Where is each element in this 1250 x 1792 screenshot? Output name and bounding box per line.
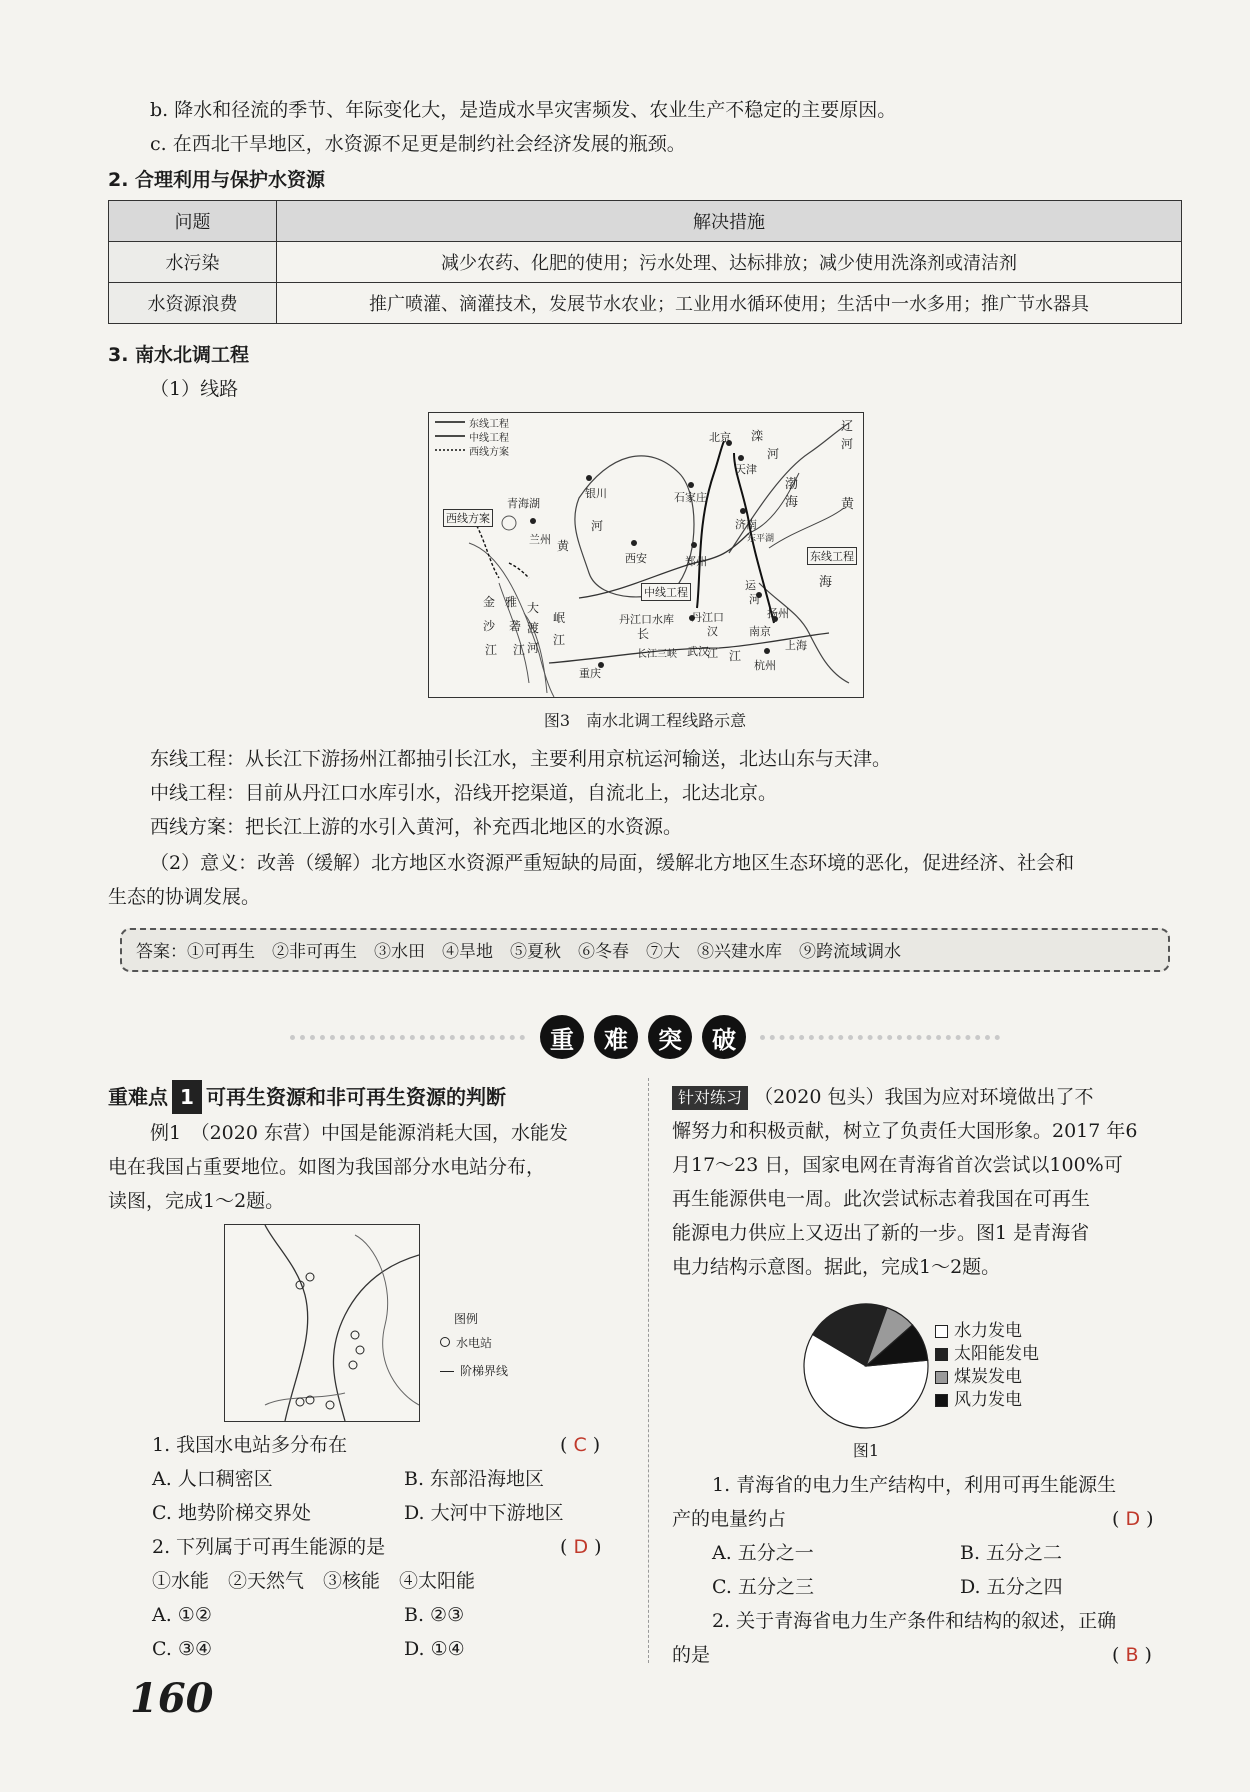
- map-label: 海: [785, 495, 799, 510]
- map-label: 河: [749, 593, 760, 606]
- right-q2-line: 2. 关于青海省电力生产条件和结构的叙述，正确: [712, 1610, 1117, 1632]
- meaning-text: （2）意义：改善（缓解）北方地区水资源严重短缺的局面，缓解北方地区生态环境的恶化，促进经济、社会和: [150, 852, 1075, 874]
- pie-legend-item: [935, 1343, 1039, 1366]
- map-label: 北京: [709, 431, 731, 444]
- map-label: 运: [745, 579, 756, 592]
- map-label: 郑州: [685, 555, 707, 568]
- map-label: 河: [591, 519, 604, 533]
- section-2-title: 2. 合理利用与保护水资源: [108, 169, 326, 191]
- key-point-number: 1: [172, 1080, 202, 1114]
- option: A. 五分之一: [712, 1542, 814, 1564]
- pie-legend-item: [935, 1389, 1039, 1412]
- boundary-line-icon: [440, 1371, 454, 1372]
- map-label: 汉: [707, 625, 718, 638]
- west-route-text: 西线方案：把长江上游的水引入黄河，补充西北地区的水资源。: [150, 816, 683, 838]
- map-label: 东平湖: [747, 534, 775, 544]
- map-label: 江: [513, 643, 526, 657]
- practice-line: 电力结构示意图。据此，完成1～2题。: [672, 1256, 1001, 1278]
- map-label: 江: [729, 649, 742, 663]
- map-label: 武汉: [687, 645, 709, 658]
- map-label: 金: [483, 595, 496, 609]
- map-label: 海: [819, 575, 833, 590]
- legend-west: 西线方案: [469, 447, 509, 458]
- map-label: 岷: [553, 611, 566, 625]
- pie-legend-item: [935, 1366, 1039, 1389]
- station-marker-icon: [440, 1337, 450, 1347]
- right-q2-line: 的是: [672, 1644, 711, 1666]
- practice-line: 懈努力和积极贡献，树立了负责任大国形象。2017 年6: [672, 1120, 1138, 1142]
- banner-char: 重: [540, 1015, 584, 1059]
- hydro-map-svg: [225, 1225, 419, 1421]
- legend-east: 东线工程: [469, 419, 509, 430]
- map-label: 黄: [841, 497, 855, 512]
- map-label: 沙: [483, 619, 496, 633]
- option: B. ②③: [404, 1604, 465, 1626]
- left-q2-items: ①水能 ②天然气 ③核能 ④太阳能: [152, 1570, 476, 1592]
- pie-caption: 图1: [852, 1441, 880, 1460]
- option: C. ③④: [152, 1638, 213, 1660]
- section-3-title: 3. 南水北调工程: [108, 344, 250, 366]
- map-label: 黄: [557, 539, 570, 553]
- map-label: 重庆: [579, 667, 601, 680]
- text-line-c: c. 在西北干旱地区，水资源不足更是制约社会经济发展的瓶颈。: [150, 133, 686, 155]
- key-point-heading: [108, 1080, 506, 1114]
- diversion-map: [428, 412, 864, 698]
- pie-legend-label: 水力发电: [954, 1321, 1022, 1341]
- map-label: 石家庄: [674, 491, 707, 504]
- map-label: 天津: [735, 463, 757, 476]
- answer-letter: C: [573, 1434, 587, 1456]
- map-label: 长: [637, 627, 650, 641]
- banner-char: 突: [648, 1015, 692, 1059]
- map-label: 大: [527, 601, 540, 615]
- option: A. ①②: [152, 1604, 212, 1626]
- map-label-east-route: 东线工程: [807, 547, 857, 565]
- practice-line: 月17～23 日，国家电网在青海省首次尝试以100%可: [672, 1154, 1123, 1176]
- option: A. 人口稠密区: [152, 1468, 273, 1490]
- map-label: 上海: [785, 639, 807, 652]
- map-caption: 图3 南水北调工程线路示意: [543, 711, 747, 730]
- map-label: 青海湖: [507, 497, 540, 510]
- map-label: 滦: [751, 429, 764, 443]
- answer-letter: B: [1125, 1644, 1139, 1666]
- legend-swatch: [935, 1371, 948, 1384]
- map-label: 济南: [735, 518, 757, 531]
- practice-tag: 针对练习: [672, 1086, 748, 1110]
- hydro-legend-title: 图例: [454, 1312, 479, 1326]
- pie-legend-label: 太阳能发电: [954, 1344, 1039, 1364]
- text-line-b: b. 降水和径流的季节、年际变化大，是造成水旱灾害频发、农业生产不稳定的主要原因。: [150, 99, 897, 121]
- answer-letter: D: [1125, 1508, 1141, 1530]
- map-label: 丹江口: [691, 611, 724, 624]
- practice-line-first: [672, 1080, 1093, 1114]
- map-label: 江: [553, 633, 566, 647]
- map-label: 南京: [749, 625, 771, 638]
- hydro-legend-station-label: 水电站: [456, 1336, 493, 1350]
- pie-legend-label: 风力发电: [954, 1390, 1022, 1410]
- option: D. 五分之四: [960, 1576, 1063, 1598]
- map-label: 渤: [785, 477, 799, 492]
- map-label-west-route: 西线方案: [443, 509, 493, 527]
- section-banner: [540, 1015, 746, 1063]
- map-label: 渡: [527, 621, 540, 635]
- legend-swatch: [935, 1394, 948, 1407]
- option: D. ①④: [404, 1638, 465, 1660]
- middle-route-text: 中线工程：目前从丹江口水库引水，沿线开挖渠道，自流北上，北达北京。: [150, 782, 778, 804]
- hydro-station-map: [224, 1224, 420, 1422]
- legend-middle: 中线工程: [469, 433, 509, 444]
- right-q1-line: 1. 青海省的电力生产结构中，利用可再生能源生: [712, 1474, 1117, 1496]
- key-point-title: 可再生资源和非可再生资源的判断: [206, 1085, 506, 1109]
- practice-text: （2020 包头）我国为应对环境做出了不: [754, 1086, 1094, 1108]
- map-label: 长江三峡: [637, 649, 677, 660]
- legend-swatch: [935, 1348, 948, 1361]
- map-label: 杭州: [754, 659, 776, 672]
- right-q1-answer: ( D ): [1112, 1508, 1154, 1530]
- map-label: 扬州: [767, 607, 789, 620]
- hydro-legend-line-label: 阶梯界线: [460, 1364, 509, 1378]
- hydro-legend-station: [440, 1334, 492, 1351]
- map-label: 江: [707, 647, 718, 660]
- table-header-measure: 解决措施: [277, 201, 1182, 242]
- banner-char: 难: [594, 1015, 638, 1059]
- table-header-row: [109, 201, 1182, 242]
- column-divider: [648, 1078, 649, 1663]
- meaning-text-cont: 生态的协调发展。: [108, 886, 261, 908]
- banner-dots-left: [290, 1035, 525, 1046]
- left-q1-answer: ( C ): [560, 1434, 601, 1456]
- pie-legend-label: 煤炭发电: [954, 1367, 1022, 1387]
- practice-line: 能源电力供应上又迈出了新的一步。图1 是青海省: [672, 1222, 1090, 1244]
- table-cell-problem: 水资源浪费: [109, 283, 277, 324]
- map-label: 河: [841, 437, 854, 451]
- map-label: 兰州: [529, 533, 551, 546]
- key-point-prefix: 重难点: [108, 1085, 168, 1109]
- practice-line: 再生能源供电一周。此次尝试标志着我国在可再生: [672, 1188, 1091, 1210]
- left-q2: 2. 下列属于可再生能源的是: [152, 1536, 386, 1558]
- example-line: 读图，完成1～2题。: [108, 1190, 285, 1212]
- table-row: [109, 242, 1182, 283]
- left-q1: 1. 我国水电站多分布在: [152, 1434, 348, 1456]
- map-label: 雅: [505, 595, 518, 609]
- table-cell-measure: 推广喷灌、滴灌技术，发展节水农业；工业用水循环使用；生活中一水多用；推广节水器具: [277, 283, 1182, 324]
- map-label: 丹江口水库: [619, 613, 674, 626]
- route-subtitle: （1）线路: [150, 378, 239, 400]
- right-q2-answer: ( B ): [1112, 1644, 1152, 1666]
- example-line: 例1 （2020 东营）中国是能源消耗大国，水能发: [150, 1122, 568, 1144]
- example-line: 电在我国占重要地位。如图为我国部分水电站分布，: [108, 1156, 546, 1178]
- water-measures-table: [108, 200, 1182, 324]
- page-number: 160: [130, 1675, 214, 1722]
- table-row: [109, 283, 1182, 324]
- table-header-problem: 问题: [109, 201, 277, 242]
- east-route-text: 东线工程：从长江下游扬州江都抽引长江水，主要利用京杭运河输送，北达山东与天津。: [150, 748, 892, 770]
- legend-swatch: [935, 1325, 948, 1338]
- banner-char: 破: [702, 1015, 746, 1059]
- power-structure-pie-chart: [800, 1300, 932, 1432]
- option: B. 五分之二: [960, 1542, 1063, 1564]
- map-label: 砻: [509, 619, 522, 633]
- answer-box: 答案：①可再生 ②非可再生 ③水田 ④旱地 ⑤夏秋 ⑥冬春 ⑦大 ⑧兴建水库 ⑨跨流域调水: [120, 928, 1170, 972]
- answer-letter: D: [573, 1536, 589, 1558]
- map-label-middle-route: 中线工程: [641, 583, 691, 601]
- map-label: 辽: [841, 419, 854, 433]
- map-label: 银川: [585, 487, 607, 500]
- left-q2-answer: ( D ): [560, 1536, 602, 1558]
- map-label: 江: [485, 643, 498, 657]
- banner-dots-right: [760, 1035, 1000, 1046]
- option: C. 五分之三: [712, 1576, 814, 1598]
- hydro-legend-line: [440, 1362, 508, 1379]
- right-q1-line: 产的电量约占: [672, 1508, 787, 1530]
- pie-legend-item: [935, 1320, 1039, 1343]
- map-label: 河: [767, 447, 780, 461]
- pie-legend: [935, 1320, 1039, 1412]
- table-cell-measure: 减少农药、化肥的使用；污水处理、达标排放；减少使用洗涤剂或清洁剂: [277, 242, 1182, 283]
- map-label: 河: [527, 641, 540, 655]
- option: B. 东部沿海地区: [404, 1468, 545, 1490]
- table-cell-problem: 水污染: [109, 242, 277, 283]
- map-label: 西安: [625, 552, 647, 565]
- option: C. 地势阶梯交界处: [152, 1502, 311, 1524]
- option: D. 大河中下游地区: [404, 1502, 564, 1524]
